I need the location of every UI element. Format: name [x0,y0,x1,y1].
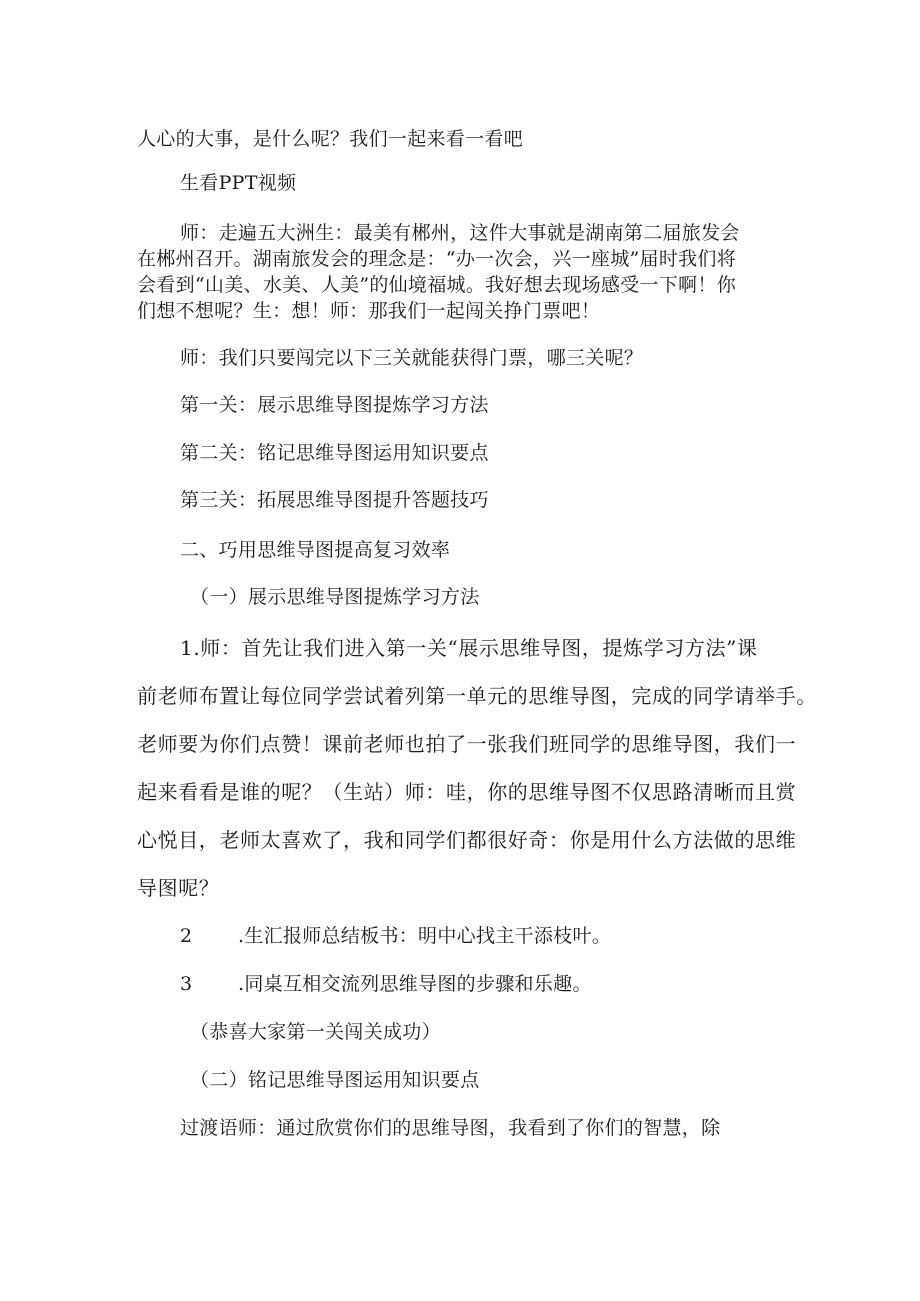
item-number: 2 [180,925,193,947]
paragraph-line: （恭喜大家第一关闯关成功） [190,1021,441,1043]
paragraph-line: 师：我们只要闯完以下三关就能获得门票，哪三关呢？ [180,347,644,369]
numbered-item [180,969,592,996]
item-number: 3 [180,973,193,995]
level-title: 第二关：铭记思维导图运用知识要点 [180,442,489,464]
paragraph-line: 在郴州召开。湖南旅发会的理念是：“办一次会，兴一座城”届时我们将 [137,248,737,270]
level-title: 第一关：展示思维导图提炼学习方法 [180,394,489,416]
item-text: .生汇报师总结板书：明中心找主干添枝叶。 [238,925,612,947]
level-title: 第三关：拓展思维导图提升答题技巧 [180,489,489,511]
section-heading: 二、巧用思维导图提高复习效率 [180,539,451,561]
paragraph-line: 导图呢？ [137,876,220,900]
paragraph-line: 师：走遍五大洲生：最美有郴州，这件大事就是湖南第二届旅发会 [180,222,740,244]
paragraph-line: 生看PPT视频 [180,172,297,194]
paragraph-line: 人心的大事，是什么呢？我们一起来看一看吧 [137,128,524,150]
paragraph-line: 心悦目，老师太喜欢了，我和同学们都很好奇：你是用什么方法做的思维 [137,828,797,852]
paragraph-line: 前老师布置让每位同学尝试着列第一单元的思维导图，完成的同学请举手。 [137,684,817,708]
paragraph-line: 们想不想呢？生：想！师：那我们一起闯关挣门票吧！ [137,300,601,322]
subsection-heading: （一）展示思维导图提炼学习方法 [190,586,480,608]
paragraph-line: 过渡语师：通过欣赏你们的思维导图，我看到了你们的智慧，除 [180,1117,721,1139]
paragraph-line: 1.师：首先让我们进入第一关“展示思维导图，提炼学习方法”课 [180,636,758,660]
item-text: .同桌互相交流列思维导图的步骤和乐趣。 [238,973,592,995]
paragraph-line: 起来看看是谁的呢？（生站）师：哇，你的思维导图不仅思路清晰而且赏 [137,780,797,804]
numbered-item [180,921,611,948]
subsection-heading: （二）铭记思维导图运用知识要点 [190,1069,480,1091]
paragraph-line: 老师要为你们点赞！课前老师也拍了一张我们班同学的思维导图，我们一 [137,732,797,756]
paragraph-line: 会看到“山美、水美、人美”的仙境福城。我好想去现场感受一下啊！你 [137,274,737,296]
